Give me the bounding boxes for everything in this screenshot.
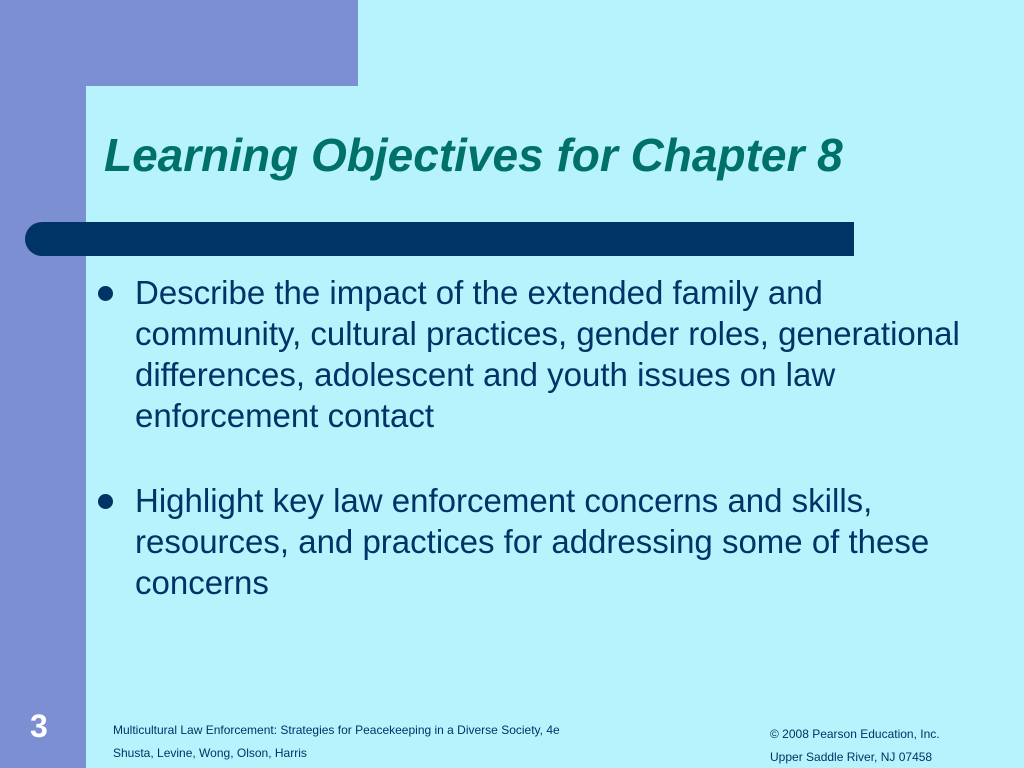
footer-book-title: Multicultural Law Enforcement: Strategies for Peacekeeping in a Diverse Society, 4e	[113, 723, 560, 737]
footer-copyright: © 2008 Pearson Education, Inc.	[770, 727, 940, 741]
bullet-dot-icon	[98, 494, 113, 509]
bullet-text: Highlight key law enforcement concerns and skills, resources, and practices for addressing some of these concerns	[135, 482, 930, 601]
slide-number: 3	[30, 708, 48, 744]
bullet-list	[98, 272, 978, 647]
title-underline-bar	[25, 222, 854, 256]
footer-publisher-location: Upper Saddle River, NJ 07458	[770, 750, 933, 764]
bullet-dot-icon	[98, 286, 113, 301]
top-frame-band	[0, 0, 358, 86]
bullet-item	[98, 272, 978, 436]
left-frame-band	[0, 0, 86, 768]
bullet-item	[98, 480, 978, 603]
bullet-text: Describe the impact of the extended family and community, cultural practices, gender roles, generational differences, adolescent and youth issues on law enforcement contact	[135, 274, 960, 434]
slide-title: Learning Objectives for Chapter 8	[104, 129, 843, 181]
footer-authors: Shusta, Levine, Wong, Olson, Harris	[113, 746, 307, 760]
